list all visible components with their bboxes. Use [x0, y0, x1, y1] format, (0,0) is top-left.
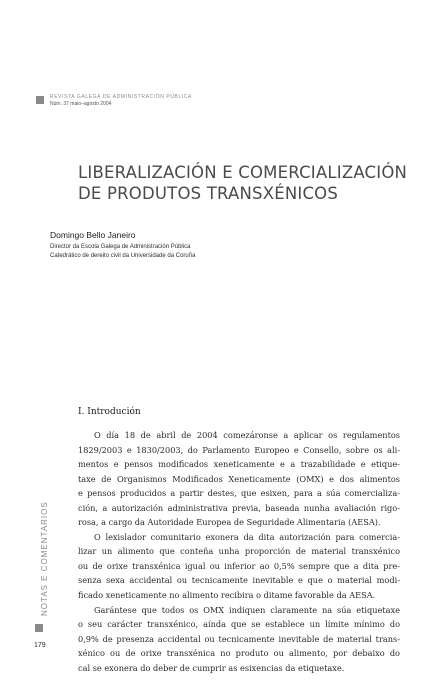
author-affiliation: Director da Escola Galega de Administración Pública: [50, 244, 191, 250]
article-title-line: DE PRODUTOS TRANSXÉNICOS: [78, 184, 339, 203]
text-line: O día 18 de abril de 2004 comezáronse a aplicar os regulamentos: [94, 430, 400, 440]
text-line: ficado xeneticamente no alimento recibira o ditame favorable da AESA.: [78, 590, 376, 601]
journal-name: REVISTA GALEGA DE ADMINISTRACIÓN PÚBLICA: [50, 94, 192, 100]
text-line: ción, a autorización administrativa previa, baseada nunha avaliación rigo-: [78, 502, 400, 513]
text-line: 0,9% de presenza accidental ou tecnicamente inevitable de material trans-: [78, 633, 400, 644]
text-line: taxe de Organismos Modificados Xeneticamente (OMX) e dos alimentos: [78, 473, 400, 484]
text-line: e pensos producidos a partir destes, que esixen, para a súa comercializa-: [78, 488, 400, 499]
text-line: rosa, a cargo da Autoridade Europea de Seguridade Alimentaria (AESA).: [78, 517, 381, 528]
article-title: [78, 162, 408, 204]
body-text: [78, 428, 400, 675]
article-title-line: LIBERALIZACIÓN E COMERCIALIZACIÓN: [78, 163, 408, 182]
author-affiliations: [50, 243, 195, 260]
text-line: o seu carácter transxénico, aínda que se establece un límite mínimo do: [78, 619, 400, 630]
text-line: cal se exonera do deber de cumprir as esixencias da etiquetaxe.: [78, 662, 345, 673]
section-marker: [35, 624, 43, 632]
author-name: Domingo Bello Janeiro: [50, 230, 136, 240]
section-side-label: NOTAS E COMENTARIOS: [40, 501, 49, 616]
text-line: senza sexa accidental ou tecnicamente inevitable e que o material modi-: [78, 575, 400, 586]
text-line: mentos e pensos modificados xeneticamente e a trazabilidade e etique-: [78, 459, 400, 470]
section-heading: I. Introdución: [78, 407, 141, 417]
page-number: 179: [34, 642, 46, 649]
journal-marker: [36, 96, 44, 104]
journal-issue: Núm. 37 maio–agosto 2004: [50, 101, 112, 107]
text-line: lizar un alimento que conteña unha proporción de material transxénico: [78, 546, 400, 557]
text-line: Garántese que todos os OMX indiquen claramente na súa etiquetaxe: [94, 604, 400, 615]
author-affiliation: Catedrático de dereito civil da Universidade da Coruña: [50, 252, 196, 259]
text-line: O lexislador comunitario exonera da dita autorización para comercia-: [94, 531, 400, 542]
text-line: 1829/2003 e 1830/2003, do Parlamento Europeo e Consello, sobre os ali-: [78, 444, 400, 455]
text-line: ou de orixe transxénica igual ou inferior ao 0,5% sempre que a dita pre-: [78, 560, 400, 571]
text-line: xénico ou de orixe transxénica no produto ou alimento, por debaixo do: [78, 648, 400, 659]
